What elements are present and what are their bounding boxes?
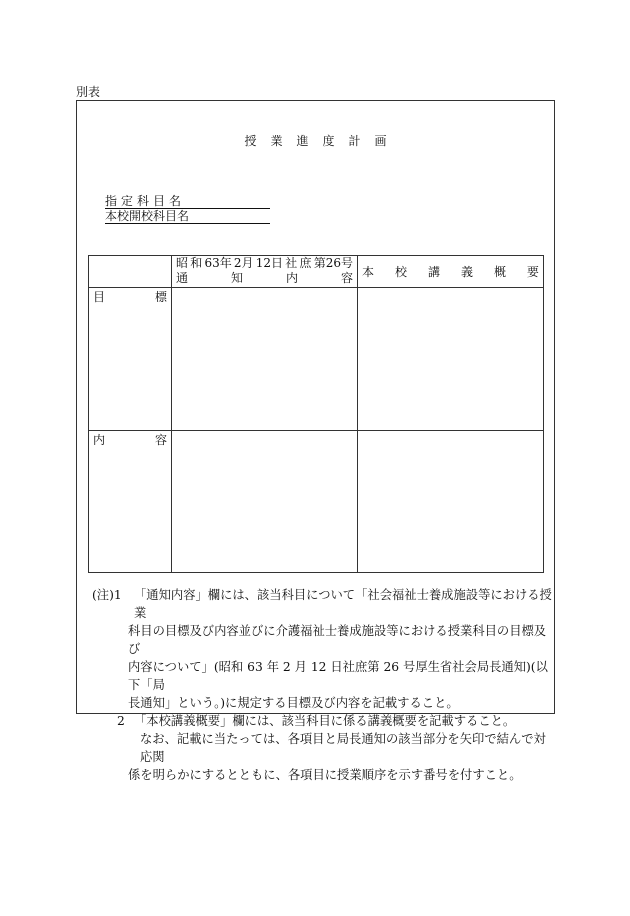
objective-notice-cell[interactable]: [172, 288, 358, 431]
note-prefix: (注)1: [92, 588, 122, 602]
note-1-line: 内容について」(昭和 63 年 2 月 12 日社庶第 26 号厚生省社会局長通知)(以下「局: [128, 660, 548, 692]
note-2-line: なお、記載に当たっては、各項目と局長通知の該当部分を矢印で結んで対応関: [140, 732, 546, 764]
note-2-number: 2: [117, 714, 125, 728]
row-label-objective: 目 標: [89, 288, 172, 431]
row-label-content: 内 容: [89, 431, 172, 573]
blank-header: [89, 256, 172, 288]
appendix-label: 別表: [76, 85, 101, 99]
table-row: [89, 288, 544, 431]
designated-subject-field[interactable]: 指定科目名: [105, 194, 270, 209]
form-title: 授業進度計画: [244, 134, 401, 148]
progress-table: [88, 255, 544, 573]
note-1-line: 長通知」という。)に規定する目標及び内容を記載すること。: [128, 696, 459, 710]
note-1-line: 「通知内容」欄には、該当科目について「社会福祉士養成施設等における授業: [134, 588, 552, 620]
objective-summary-cell[interactable]: [358, 288, 544, 431]
school-subject-field[interactable]: 本校開校科目名: [105, 209, 270, 224]
notes: [92, 586, 552, 784]
notice-content-header: [172, 256, 358, 288]
content-summary-cell[interactable]: [358, 431, 544, 573]
note-1-line: 科目の目標及び内容並びに介護福祉士養成施設等における授業科目の目標及び: [128, 624, 547, 656]
notice-content-label: 通 知 内 容: [176, 271, 353, 285]
content-notice-cell[interactable]: [172, 431, 358, 573]
notice-reference: 昭 和 63年 2月 12日 社 庶 第26号: [176, 256, 353, 270]
school-lecture-summary-header: 本 校 講 義 概 要: [358, 256, 544, 288]
table-row: [89, 431, 544, 573]
note-2-line: 係を明らかにするとともに、各項目に授業順序を示す番号を付すこと。: [128, 768, 522, 782]
note-2-line: 「本校講義概要」欄には、該当科目に係る講義概要を記載すること。: [134, 714, 516, 728]
